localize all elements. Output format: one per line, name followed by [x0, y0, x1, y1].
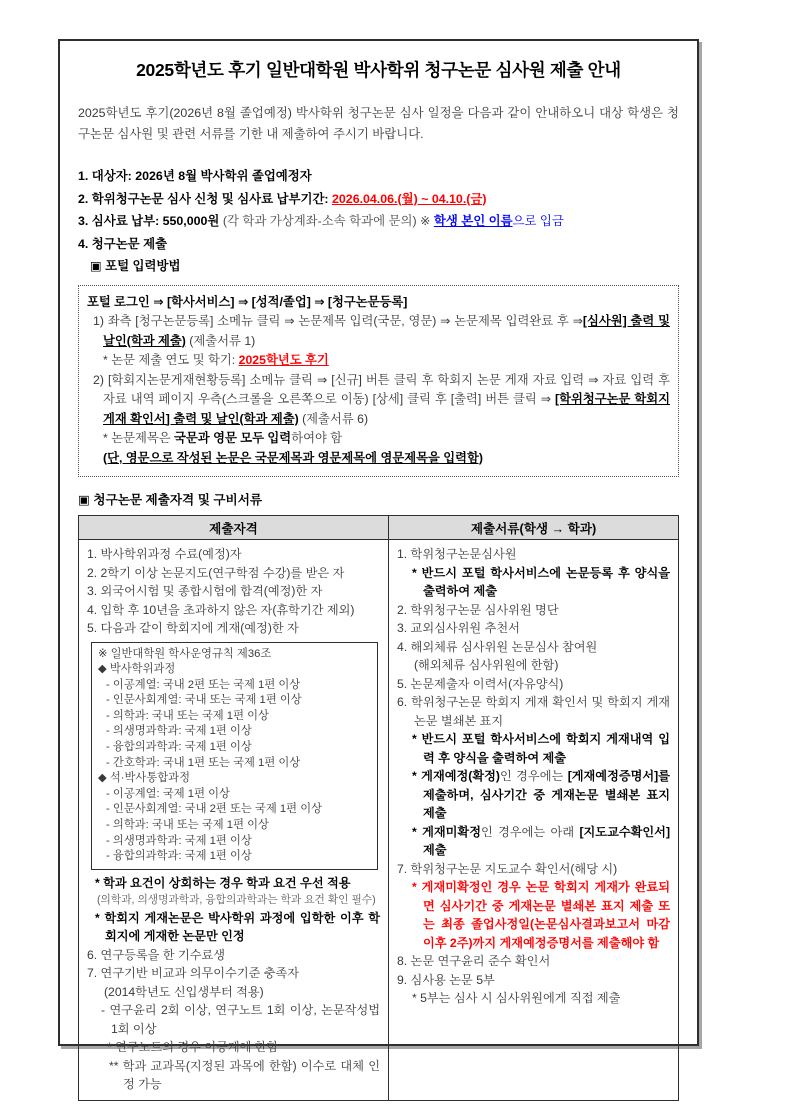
doc-note-portal-register: * 반드시 포털 학사서비스에 논문등록 후 양식을 출력하여 제출: [412, 565, 670, 598]
doc-note-direct-submit: * 5부는 심사 시 심사위원에게 직접 제출: [412, 991, 621, 1005]
doc-note-journal-input: * 반드시 포털 학사서비스에 학회지 게재내역 입력 후 양식을 출력하여 제출: [412, 732, 670, 765]
documents-cell: [389, 540, 679, 1101]
combined-course-heading: ◆ 석·박사통합과정: [98, 772, 190, 785]
fee-note: (각 학과 가상계좌-소속 학과에 문의) ※: [219, 214, 434, 228]
qual-note-research-note: * 연구노트의 경우 이공계에 한함: [107, 1040, 279, 1055]
qual-item-6: 6. 연구등록을 한 기수료생: [87, 947, 226, 962]
qual-item-5: 5. 다음과 같이 학회지에 게재(예정)한 자: [87, 621, 299, 635]
qual-item-4: 4. 입학 후 10년을 초과하지 않은 자(휴학기간 제외): [87, 602, 355, 617]
note-title-post: 하여야 함: [291, 431, 343, 445]
doc-item-5: 5. 논문제출자 이력서(자유양식): [397, 676, 564, 691]
phd-rule-line: - 간호학과: 국내 1편 또는 국제 1편 이상: [106, 756, 301, 769]
combined-rule-line: - 의생명과학과: 국제 1편 이상: [106, 834, 252, 847]
portal-step-2: [87, 371, 670, 430]
note-term-label: * 논문 제출 연도 및 학기:: [103, 353, 239, 367]
seg-case2: 인 경우에는 아래: [480, 824, 580, 839]
column-header-documents: 제출서류(학생 → 학과): [389, 516, 679, 540]
qual-item-7-sub: (2014학년도 신입생부터 적용): [104, 984, 264, 999]
list-item-submission: 4. 청구논문 제출: [78, 236, 168, 251]
qual-item-2: 2. 2학기 이상 논문지도(연구학점 수강)를 받은 자: [87, 565, 345, 580]
list-item-fee: [78, 210, 679, 233]
phd-course-heading: ◆ 박사학위과정: [98, 663, 176, 676]
doc-item-4-sub: (해외체류 심사위원에 한함): [414, 658, 559, 672]
qual-note-priority-sub: (의학과, 의생명과학과, 융합의과학과는 학과 요건 확인 필수): [97, 894, 376, 907]
qualification-documents-table: [78, 515, 679, 1101]
seg-scheduled: * 게재예정(확정): [412, 769, 500, 783]
doc-item-9: 9. 심사용 논문 5부: [397, 972, 495, 987]
doc-item-7: 7. 학위청구논문 지도교수 확인서(해당 시): [397, 861, 618, 876]
portal-menu-path: 포털 로그인 ⇒ [학사서비스] ⇒ [성적/졸업] ⇒ [청구논문등록]: [87, 294, 408, 309]
seg-certificate: [게재예정증명서]를 제출하며, 심사기간 중 게재논문 별쇄본 표지 제출: [423, 769, 670, 820]
column-header-qualification: 제출자격: [79, 516, 389, 540]
list-item-period: [78, 188, 679, 211]
rule-box-title: ※ 일반대학원 학사운영규칙 제36조: [98, 647, 272, 660]
step2-doc-ref: (제출서류 6): [298, 411, 369, 426]
intro-paragraph: 2025학년도 후기(2026년 8월 졸업예정) 박사학위 청구논문 심사 일정을 다음과 같이 안내하오니 대상 학생은 청구논문 심사원 및 관련 서류를 기한 내 제출하여 주시기 바랍니다.: [78, 106, 679, 141]
step2-print-emphasis: [학위청구논문 학회지 게재 확인서] 출력 및 날인(학과 제출): [103, 392, 670, 426]
qual-item-7-requirements: - 연구윤리 2회 이상, 연구노트 1회 이상, 논문작성법 1회 이상: [101, 1003, 380, 1036]
main-numbered-list: [78, 165, 679, 278]
qual-note-priority: * 학과 요건이 상회하는 경우 학과 요건 우선 적용: [95, 875, 351, 890]
doc-item-2: 2. 학위청구논문 심사위원 명단: [397, 602, 559, 617]
note-title-emphasis: 국문과 영문 모두 입력: [174, 431, 292, 445]
doc-item-1: 1. 학위청구논문심사원: [397, 547, 517, 561]
portal-note-english: (단, 영문으로 작성된 논문은 국문제목과 영문제목에 영문제목을 입력함): [103, 450, 484, 465]
phd-rule-line: - 융합의과학과: 국제 1편 이상: [106, 741, 252, 754]
phd-rule-line: - 이공계열: 국내 2편 또는 국제 1편 이상: [106, 678, 301, 691]
combined-rule-line: - 이공계열: 국제 1편 이상: [106, 787, 230, 800]
period-label: 2. 학위청구논문 심사 신청 및 심사료 납부기간:: [78, 191, 333, 206]
step2-text: 2) [학회지논문게재현황등록] 소메뉴 클릭 ⇒ [신규] 버튼 클릭 후 학회지 논문 게재 자료 입력 ⇒ 자료 입력 후 자료 내역 페이지 우측(스크롤을 오른쪽으로 이동) [상세] 클릭 후 [출력] 버튼 클릭 ⇒: [93, 372, 670, 406]
qualification-section-heading: ▣ 청구논문 제출자격 및 구비서류: [78, 493, 263, 507]
portal-step-1: [87, 312, 670, 351]
portal-note-title-input: [87, 429, 670, 449]
step1-print-emphasis: [심사원] 출력 및 날인(학과 제출): [103, 314, 671, 348]
portal-method-heading: ▣ 포털 입력방법: [90, 259, 181, 273]
doc-note-deadline-warning: * 게재미확정인 경우 논문 학회지 게재가 완료되면 심사기간 중 게재논문 별쇄본 표지 제출 또는 최종 졸업사정일(논문심사결과보고서 마감 이후 2주)까지 게재예정증명서를 제출해야 함: [412, 880, 670, 950]
table-header-row: [79, 516, 679, 540]
doc-item-8: 8. 논문 연구윤리 준수 확인서: [397, 954, 551, 968]
document-page: [58, 39, 699, 1092]
phd-rule-line: - 인문사회계열: 국내 또는 국제 1편 이상: [106, 694, 302, 707]
qual-note-substitute: ** 학과 교과목(지정된 과목에 한함) 이수로 대체 인정 가능: [109, 1058, 380, 1092]
qual-item-7: 7. 연구기반 비교과 의무이수기준 충족자: [87, 966, 300, 981]
qual-item-3: 3. 외국어시험 및 종합시험에 합격(예정)한 자: [87, 584, 323, 598]
doc-item-6: 6. 학위청구논문 학회지 게재 확인서 및 학회지 게재논문 별쇄본 표지: [397, 695, 670, 728]
qual-note-after-admission: * 학회지 게재논문은 박사학위 과정에 입학한 이후 학회지에 게재한 논문만 인정: [95, 910, 380, 944]
seg-advisor-form: [지도교수확인서] 제출: [423, 824, 670, 857]
period-dates: 2026.04.06.(월) ~ 04.10.(금): [332, 191, 487, 206]
seg-unconfirmed: * 게재미확정: [412, 824, 481, 839]
table-body-row: [79, 540, 679, 1101]
combined-rule-line: - 의학과: 국내 또는 국제 1편 이상: [106, 819, 269, 832]
qual-item-1: 1. 박사학위과정 수료(예정)자: [87, 547, 242, 561]
note-title-pre: * 논문제목은: [103, 431, 175, 445]
combined-rule-line: - 융합의과학과: 국제 1편 이상: [106, 850, 252, 863]
qualification-cell: [79, 540, 389, 1101]
note-term-value: 2025학년도 후기: [238, 353, 329, 367]
seg-case: 인 경우에는: [499, 769, 568, 783]
portal-note-term: [87, 351, 670, 371]
step1-text: 1) 좌측 [청구논문등록] 소메뉴 클릭 ⇒ 논문제목 입력(국문, 영문) ⇒ 논문제목 입력완료 후 ⇒: [93, 314, 583, 328]
fee-label: 3. 심사료 납부: 550,000원: [78, 214, 220, 228]
doc-item-4: 4. 해외체류 심사위원 논문심사 참여원: [397, 639, 598, 654]
doc-item-3: 3. 교외심사위원 추천서: [397, 621, 520, 635]
combined-rule-line: - 인문사회계열: 국내 2편 또는 국제 1편 이상: [106, 803, 323, 816]
phd-rule-line: - 의생명과학과: 국제 1편 이상: [106, 725, 252, 738]
portal-instructions-box: [78, 285, 679, 478]
step1-doc-ref: (제출서류 1): [185, 333, 256, 348]
page-title: 2025학년도 후기 일반대학원 박사학위 청구논문 심사원 제출 안내: [136, 60, 621, 80]
doc-note-scheduled-publication: [397, 767, 670, 823]
doc-note-unconfirmed: [397, 823, 670, 860]
fee-deposit-suffix: 으로 입금: [512, 214, 564, 228]
academic-rule-box: [91, 642, 378, 870]
fee-depositor-name: 학생 본인 이름: [433, 214, 513, 228]
list-item-target: 1. 대상자: 2026년 8월 박사학위 졸업예정자: [78, 169, 312, 183]
phd-rule-line: - 의학과: 국내 또는 국제 1편 이상: [106, 709, 269, 722]
